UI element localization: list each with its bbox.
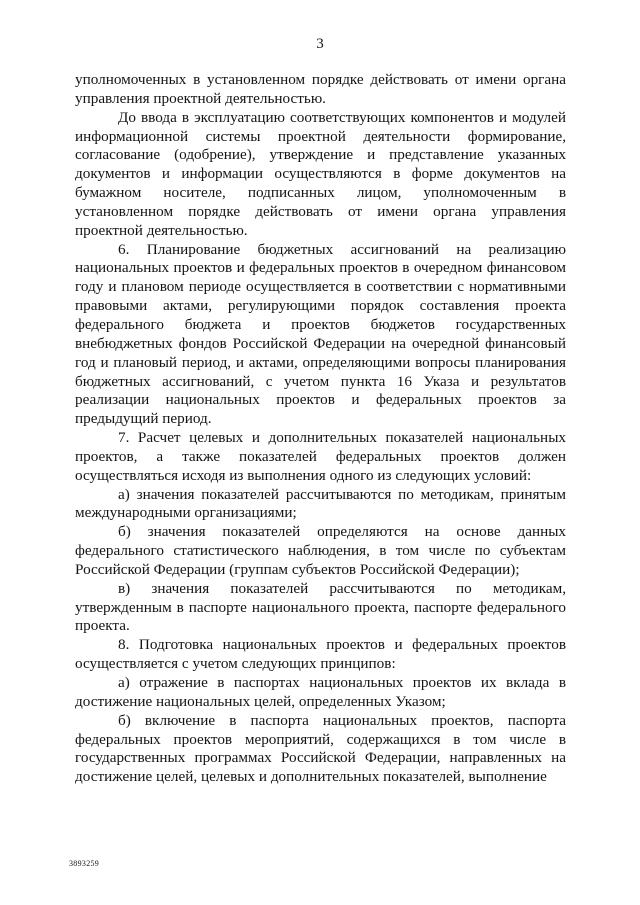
- paragraph-item-7a: а) значения показателей рассчитываются по методикам, принятым международными организациями;: [75, 485, 566, 522]
- paragraph-item-8: 8. Подготовка национальных проектов и федеральных проектов осуществляется с учетом следующих принципов:: [75, 636, 566, 673]
- document-code: 3893259: [69, 859, 100, 868]
- paragraph-item-7b: б) значения показателей определяются на основе данных федерального статистического наблюдения, в том числе по субъектам Российской Федерации (группам субъектов Российской Федерации);: [75, 523, 566, 578]
- paragraph-item-7v: в) значения показателей рассчитываются по методикам, утвержденным в паспорте национального проекта, паспорте федерального проекта.: [75, 579, 566, 635]
- paragraph-paper-documents: До ввода в эксплуатацию соответствующих компонентов и модулей информационной системы проектной деятельности формирование, согласование (одобрение), утверждение и представление указанных документов и информации осуществляются в форме документов на бумажном носителе, подписанных лицом, уполномоченным в установленном порядке действовать от имени органа управления проектной деятельностью.: [75, 108, 566, 239]
- paragraph-continuation: уполномоченных в установленном порядке действовать от имени органа управления проектной деятельностью.: [75, 71, 566, 107]
- page-number: 3: [316, 36, 324, 52]
- paragraph-item-8b: б) включение в паспорта национальных проектов, паспорта федеральных проектов мероприятий, содержащихся в том числе в государственных программах Российской Федерации, направленных на достижение целей, целевых и дополнительных показателей, выполнение: [75, 711, 566, 786]
- paragraph-item-6: 6. Планирование бюджетных ассигнований на реализацию национальных проектов и федеральных проектов в очередном финансовом году и плановом периоде осуществляется в соответствии с нормативными правовыми актами, регулирующими порядок составления проекта федерального бюджета и проектов бюджетов государственных внебюджетных фондов Российской Федерации на очередной финансовый год и плановый период, и актами, определяющими вопросы планирования бюджетных ассигнований, с учетом пункта 16 Указа и результатов реализации национальных проектов и федеральных проектов за предыдущий период.: [75, 240, 566, 428]
- paragraph-item-7: 7. Расчет целевых и дополнительных показателей национальных проектов, а также показателей федеральных проектов должен осуществляться исходя из выполнения одного из следующих условий:: [75, 429, 566, 484]
- paragraph-item-8a: а) отражение в паспортах национальных проектов их вклада в достижение национальных целей, определенных Указом;: [75, 674, 566, 710]
- document-body: [75, 71, 566, 787]
